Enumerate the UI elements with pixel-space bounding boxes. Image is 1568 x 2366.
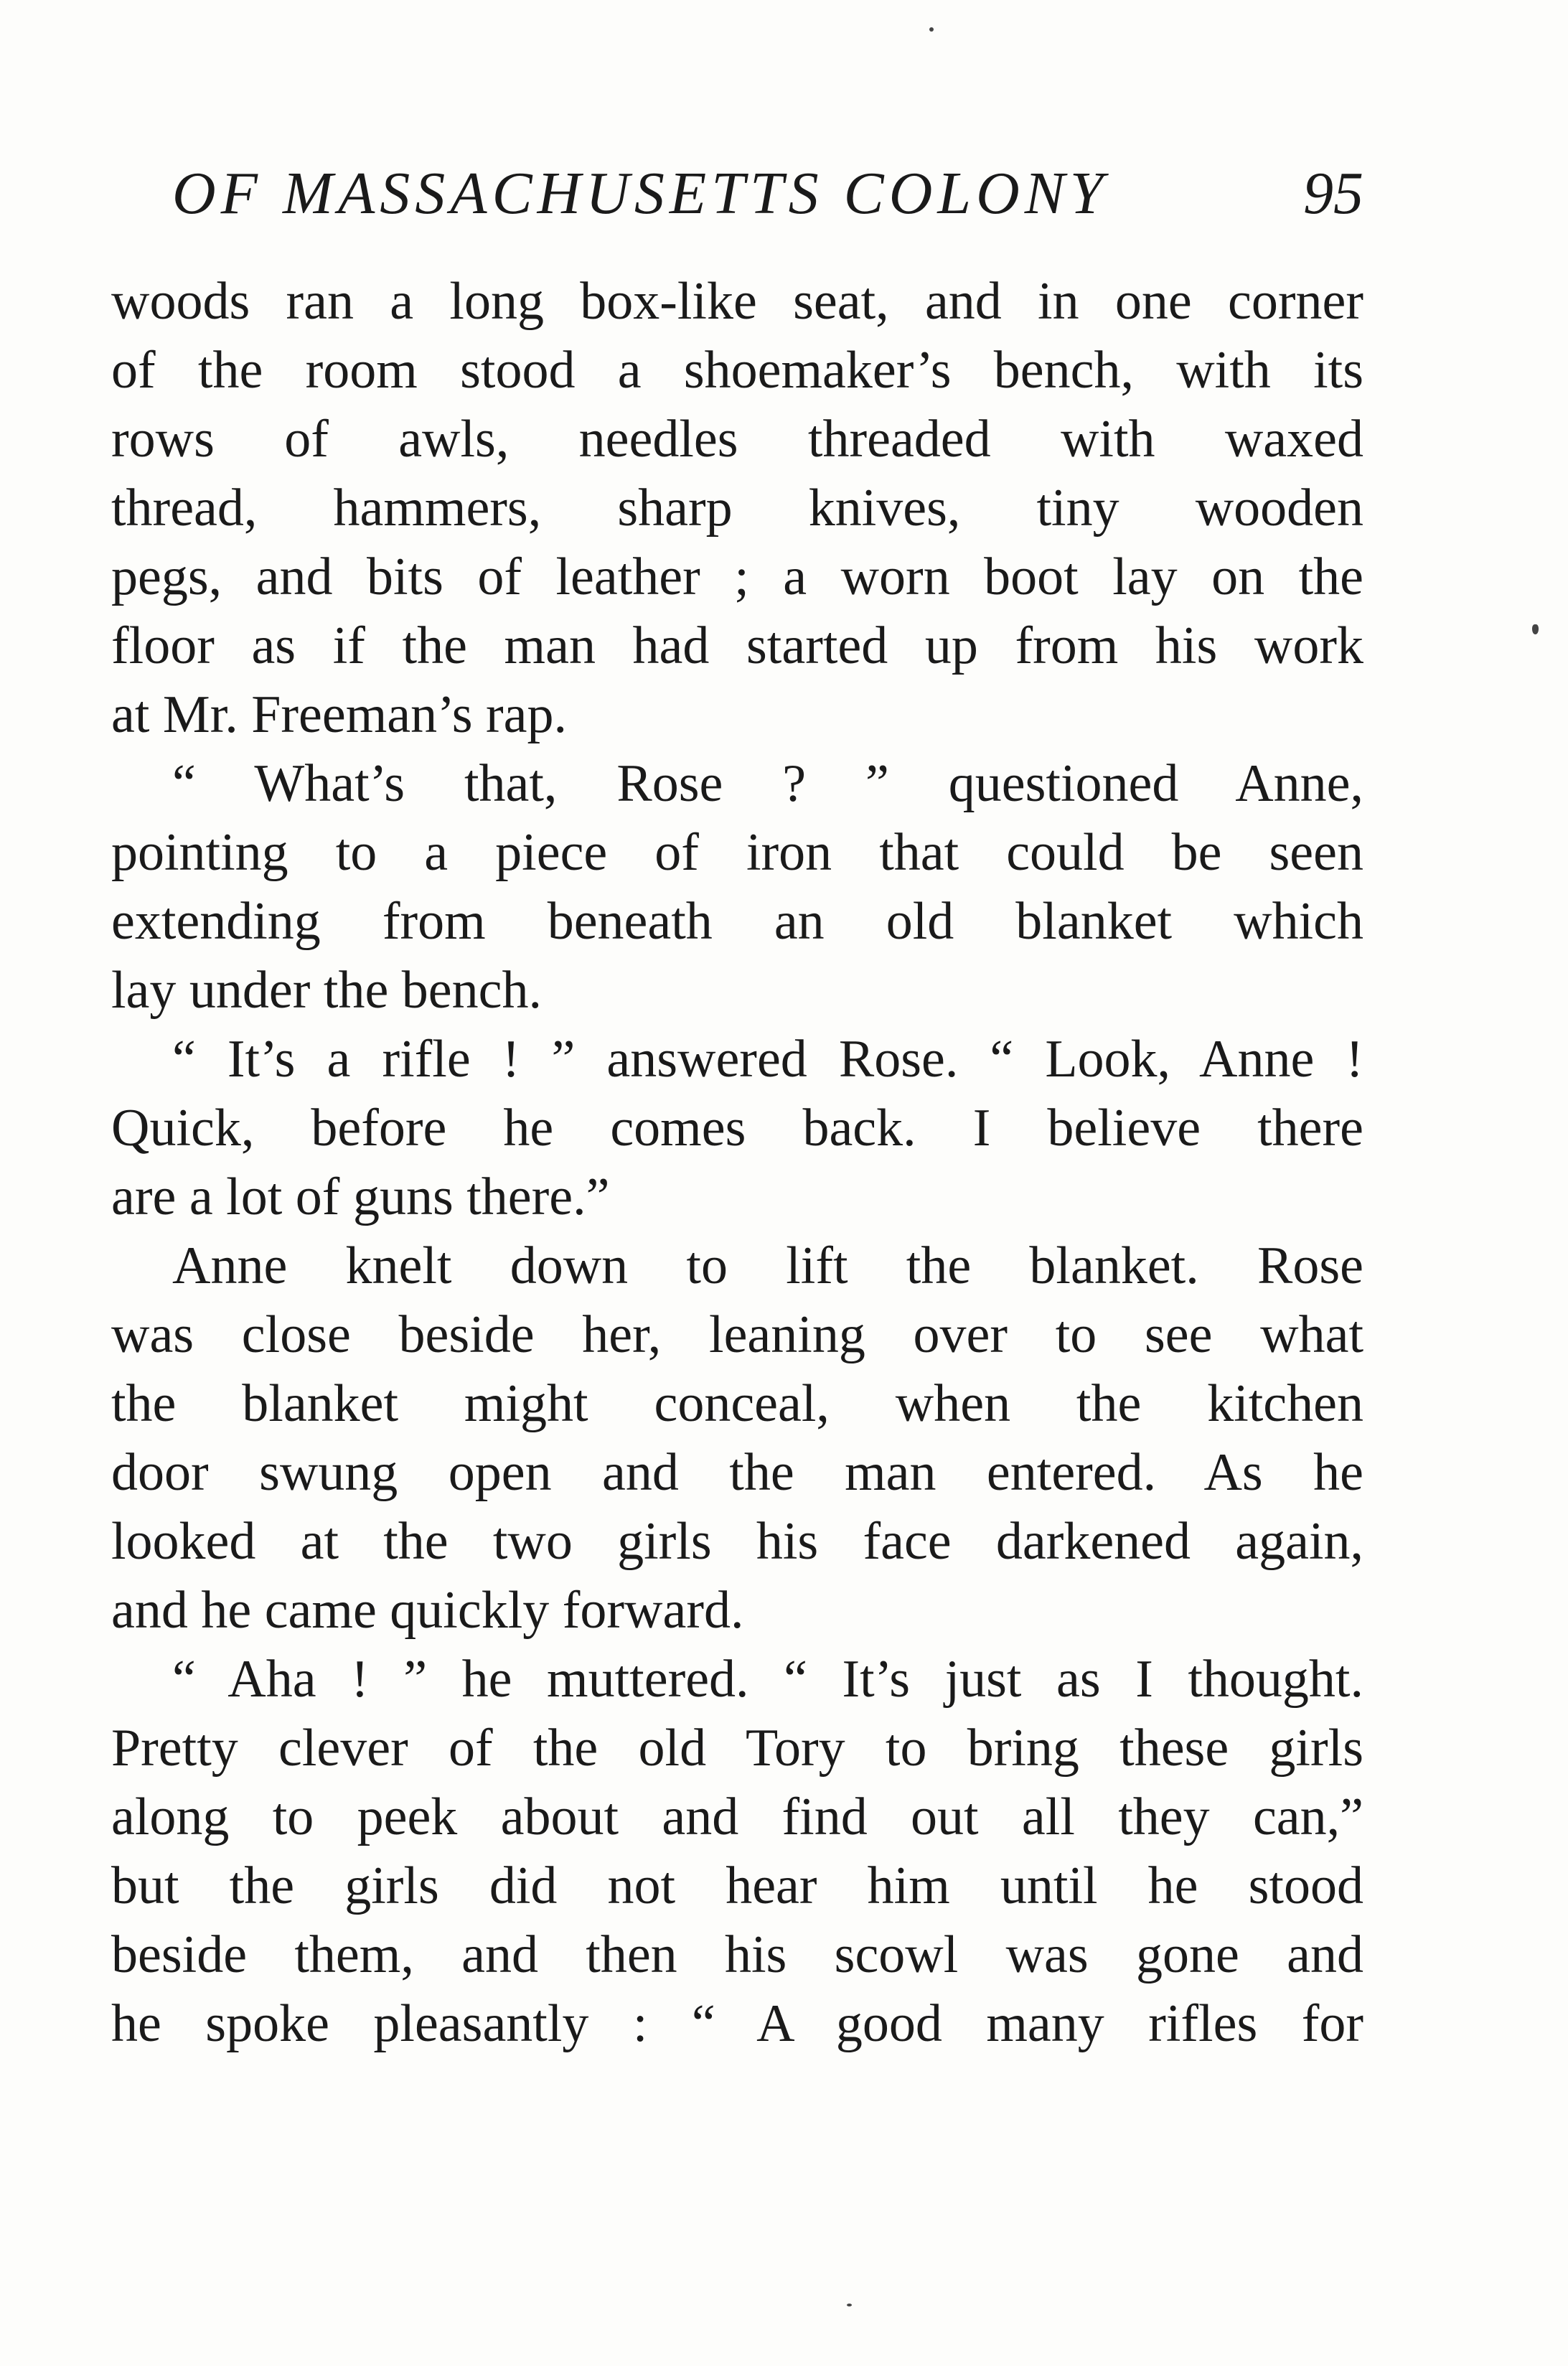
text-line: rows of awls, needles threaded with waxed bbox=[111, 410, 1363, 469]
text-line: “ What’s that, Rose ? ” questioned Anne, bbox=[172, 754, 1363, 813]
text-line: pegs, and bits of leather ; a worn boot lay on the bbox=[111, 548, 1363, 606]
text-line: was close beside her, leaning over to see what bbox=[111, 1305, 1363, 1364]
text-line: at Mr. Freeman’s rap. bbox=[111, 685, 567, 744]
body-text bbox=[111, 267, 1363, 2058]
running-head bbox=[172, 151, 1363, 237]
text-line: looked at the two girls his face darkened again, bbox=[111, 1512, 1363, 1571]
text-line: beside them, and then his scowl was gone and bbox=[111, 1925, 1363, 1984]
print-speck bbox=[1532, 624, 1539, 634]
text-line: floor as if the man had started up from his work bbox=[111, 616, 1363, 675]
text-line: and he came quickly forward. bbox=[111, 1581, 744, 1640]
text-line: Pretty clever of the old Tory to bring these girls bbox=[111, 1719, 1363, 1778]
text-line: lay under the bench. bbox=[111, 961, 542, 1020]
running-title: OF MASSACHUSETTS COLONY bbox=[172, 160, 1109, 227]
text-line: but the girls did not hear him until he stood bbox=[111, 1856, 1363, 1915]
text-line: “ It’s a rifle ! ” answered Rose. “ Look, Anne ! bbox=[172, 1030, 1363, 1089]
text-line: “ Aha ! ” he muttered. “ It’s just as I thought. bbox=[172, 1650, 1363, 1709]
page-number: 95 bbox=[1303, 160, 1363, 227]
text-line: Anne knelt down to lift the blanket. Rose bbox=[172, 1236, 1363, 1295]
text-line: he spoke pleasantly : “ A good many rifles for bbox=[111, 1994, 1363, 2053]
text-line: pointing to a piece of iron that could be seen bbox=[111, 823, 1363, 882]
text-line: are a lot of guns there.” bbox=[111, 1168, 610, 1226]
text-line: woods ran a long box-like seat, and in one corner bbox=[111, 272, 1363, 331]
print-speck bbox=[847, 2304, 852, 2306]
text-line: the blanket might conceal, when the kitchen bbox=[111, 1374, 1363, 1433]
text-line: of the room stood a shoemaker’s bench, with its bbox=[111, 341, 1363, 400]
text-line: door swung open and the man entered. As he bbox=[111, 1443, 1363, 1502]
text-line: Quick, before he comes back. I believe there bbox=[111, 1099, 1363, 1158]
text-line: along to peek about and find out all they can,” bbox=[111, 1788, 1363, 1846]
text-line: thread, hammers, sharp knives, tiny wooden bbox=[111, 479, 1363, 537]
print-speck bbox=[929, 27, 934, 32]
text-line: extending from beneath an old blanket which bbox=[111, 892, 1363, 951]
